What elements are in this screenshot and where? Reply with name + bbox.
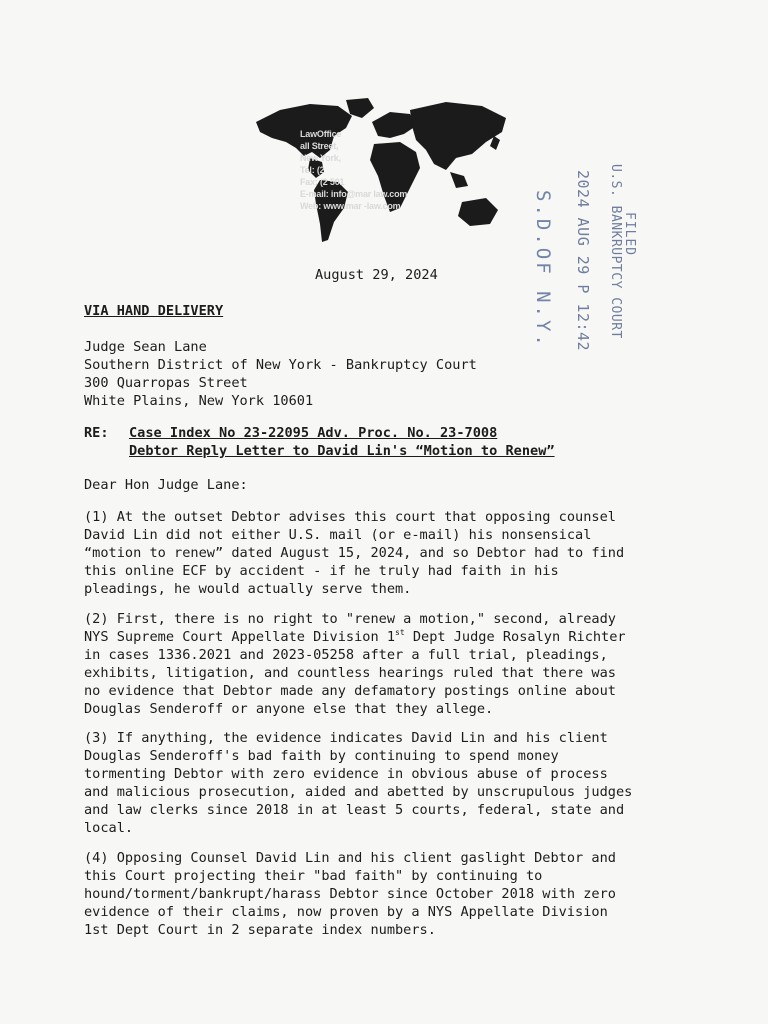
letterhead-line: Fax: (2 501 (300, 177, 345, 187)
letter-date: August 29, 2024 (315, 267, 438, 283)
paragraph-line: 1st Dept Court in 2 separate index numbers. (84, 922, 436, 938)
paragraph-line: David Lin did not either U.S. mail (or e-mail) his nonsensical (84, 527, 592, 543)
paragraph-1 (84, 508, 704, 598)
re-label: RE: (84, 425, 109, 441)
letterhead-line: Tel: (2 (300, 165, 325, 175)
recipient-address (84, 338, 477, 410)
re-line: Debtor Reply Letter to David Lin's “Motion to Renew” (129, 443, 555, 459)
letterhead-line: LawOffice (300, 129, 342, 139)
paragraph-line: this Court projecting their "bad faith" by continuing to (84, 868, 543, 884)
paragraph-line: (4) Opposing Counsel David Lin and his client gaslight Debtor and (84, 850, 616, 866)
letterhead-line: Web: www.mar -law.com (300, 201, 401, 211)
salutation: Dear Hon Judge Lane: (84, 477, 248, 493)
letterhead-line: E-mail: info@mar law.com (300, 189, 408, 199)
filed-stamp (520, 150, 650, 352)
paragraph-3 (84, 729, 704, 837)
paragraph-line: Douglas Senderoff or anyone else that they allege. (84, 701, 494, 717)
letterhead-text (300, 128, 480, 212)
paragraph-line: (3) If anything, the evidence indicates David Lin and his client (84, 730, 608, 746)
paragraph-line: Douglas Senderoff's bad faith by continuing to spend money (84, 748, 559, 764)
stamp-datetime: 2024 AUG 29 P 12:42 (574, 170, 592, 352)
paragraph-line: pleadings, he would actually serve them. (84, 581, 412, 597)
paragraph-line: “motion to renew” dated August 15, 2024, and so Debtor had to find (84, 545, 625, 561)
paragraph-2 (84, 610, 704, 718)
stamp-court: U.S. BANKRUPTCY COURT (608, 164, 623, 339)
paragraph-line: exhibits, litigation, and countless hearings ruled that there was (84, 665, 616, 681)
delivery-method: VIA HAND DELIVERY (84, 303, 224, 319)
paragraph-line: hound/torment/bankrupt/harass Debtor since October 2018 with zero (84, 886, 616, 902)
address-line: Judge Sean Lane (84, 339, 207, 355)
letterhead-line: New York, (300, 153, 341, 163)
paragraph-line: (2) First, there is no right to "renew a motion," second, already (84, 611, 616, 627)
paragraph-line: tormenting Debtor with zero evidence in obvious abuse of process (84, 766, 608, 782)
paragraph-4 (84, 849, 704, 939)
address-line: Southern District of New York - Bankruptcy Court (84, 357, 477, 373)
address-line: White Plains, New York 10601 (84, 393, 314, 409)
paragraph-line: and malicious prosecution, aided and abetted by unscrupulous judges (84, 784, 633, 800)
re-subject (129, 424, 555, 460)
paragraph-line: (1) At the outset Debtor advises this court that opposing counsel (84, 509, 616, 525)
address-line: 300 Quarropas Street (84, 375, 248, 391)
paragraph-line: in cases 1336.2021 and 2023-05258 after a full trial, pleadings, (84, 647, 608, 663)
stamp-filed: FILED (622, 212, 637, 257)
ordinal-suffix: st (395, 628, 405, 637)
paragraph-text: Dept Judge Rosalyn Richter (404, 629, 626, 645)
paragraph-line: local. (84, 820, 134, 836)
paragraph-line: no evidence that Debtor made any defamatory postings online about (84, 683, 616, 699)
paragraph-line: this online ECF by accident - if he truly had faith in his (84, 563, 559, 579)
stamp-district: S.D.OF N.Y. (532, 190, 554, 349)
paragraph-text: NYS Supreme Court Appellate Division 1 (84, 629, 395, 645)
paragraph-line: and law clerks since 2018 in at least 5 courts, federal, state and (84, 802, 625, 818)
re-line: Case Index No 23-22095 Adv. Proc. No. 23-7008 (129, 425, 498, 441)
paragraph-line (84, 628, 704, 646)
letterhead-line: all Street, (300, 141, 339, 151)
paragraph-line: evidence of their claims, now proven by a NYS Appellate Division (84, 904, 608, 920)
